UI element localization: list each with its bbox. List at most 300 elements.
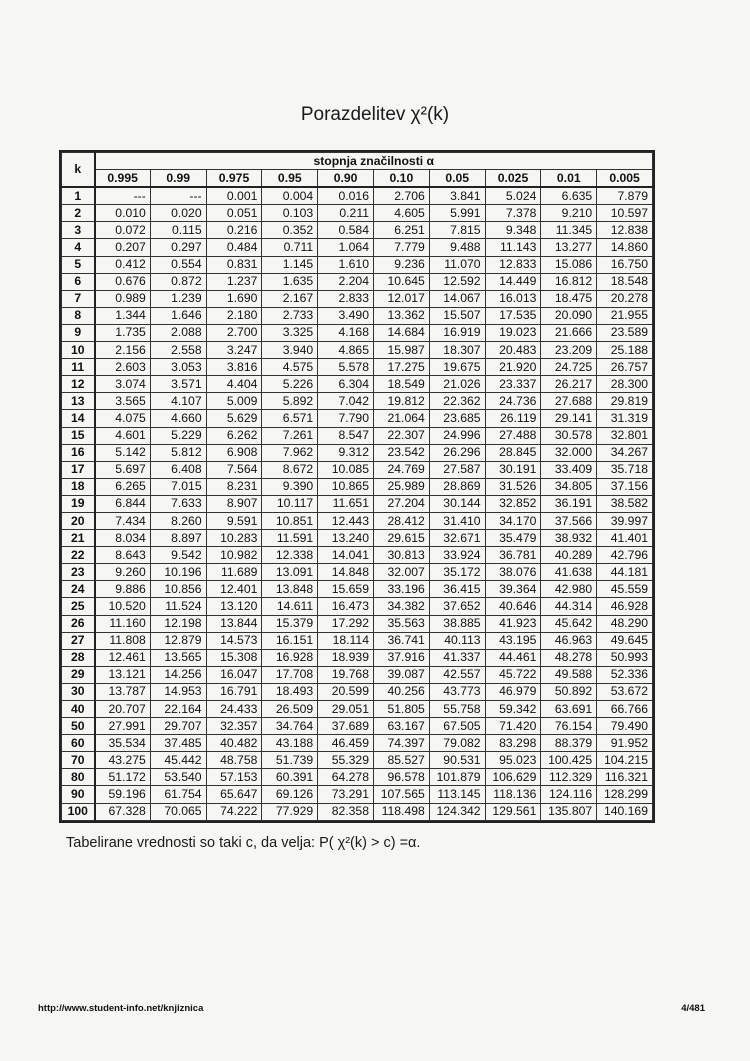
value-cell: 14.860 <box>597 239 653 256</box>
k-cell: 8 <box>62 307 95 324</box>
value-cell: 74.397 <box>373 735 429 752</box>
k-header: k <box>62 153 95 188</box>
value-cell: 26.509 <box>262 701 318 718</box>
value-cell: 43.188 <box>262 735 318 752</box>
value-cell: 0.412 <box>95 256 151 273</box>
value-cell: 4.605 <box>373 205 429 222</box>
value-cell: 112.329 <box>541 769 597 786</box>
value-cell: 1.064 <box>318 239 374 256</box>
value-cell: 13.787 <box>95 683 151 700</box>
value-cell: 15.086 <box>541 256 597 273</box>
value-cell: 40.646 <box>485 598 541 615</box>
value-cell: 5.812 <box>150 444 206 461</box>
value-cell: 100.425 <box>541 752 597 769</box>
value-cell: 3.053 <box>150 359 206 376</box>
value-cell: 28.300 <box>597 376 653 393</box>
value-cell: 33.409 <box>541 461 597 478</box>
value-cell: 17.708 <box>262 666 318 683</box>
value-cell: 0.001 <box>206 187 262 205</box>
value-cell: 4.075 <box>95 410 151 427</box>
value-cell: 0.216 <box>206 222 262 239</box>
value-cell: 18.114 <box>318 632 374 649</box>
table-row <box>62 718 653 735</box>
table-row <box>62 683 653 700</box>
value-cell: 10.856 <box>150 581 206 598</box>
value-cell: 22.164 <box>150 701 206 718</box>
table-row <box>62 649 653 666</box>
value-cell: 14.611 <box>262 598 318 615</box>
value-cell: 57.153 <box>206 769 262 786</box>
value-cell: 0.051 <box>206 205 262 222</box>
value-cell: 1.635 <box>262 273 318 290</box>
value-cell: 64.278 <box>318 769 374 786</box>
value-cell: 31.319 <box>597 410 653 427</box>
value-cell: 20.278 <box>597 290 653 307</box>
value-cell: 2.733 <box>262 307 318 324</box>
value-cell: 40.289 <box>541 547 597 564</box>
value-cell: 0.584 <box>318 222 374 239</box>
value-cell: 41.923 <box>485 615 541 632</box>
value-cell: 21.064 <box>373 410 429 427</box>
value-cell: 13.362 <box>373 307 429 324</box>
value-cell: 53.540 <box>150 769 206 786</box>
value-cell: 2.603 <box>95 359 151 376</box>
value-cell: 48.278 <box>541 649 597 666</box>
value-cell: 15.507 <box>429 307 485 324</box>
value-cell: 18.548 <box>597 273 653 290</box>
value-cell: 9.348 <box>485 222 541 239</box>
value-cell: 74.222 <box>206 803 262 820</box>
value-cell: 37.156 <box>597 478 653 495</box>
value-cell: 63.167 <box>373 718 429 735</box>
alpha-header-cell: 0.005 <box>597 170 653 188</box>
value-cell: 16.791 <box>206 683 262 700</box>
value-cell: 0.711 <box>262 239 318 256</box>
value-cell: 27.488 <box>485 427 541 444</box>
value-cell: 29.707 <box>150 718 206 735</box>
value-cell: 30.578 <box>541 427 597 444</box>
table-row <box>62 461 653 478</box>
value-cell: 7.779 <box>373 239 429 256</box>
k-cell: 6 <box>62 273 95 290</box>
k-cell: 25 <box>62 598 95 615</box>
value-cell: 42.796 <box>597 547 653 564</box>
value-cell: 16.473 <box>318 598 374 615</box>
value-cell: 4.865 <box>318 342 374 359</box>
value-cell: 41.337 <box>429 649 485 666</box>
k-cell: 7 <box>62 290 95 307</box>
value-cell: 9.542 <box>150 547 206 564</box>
value-cell: 11.651 <box>318 495 374 512</box>
value-cell: 7.790 <box>318 410 374 427</box>
value-cell: 7.378 <box>485 205 541 222</box>
value-cell: 4.660 <box>150 410 206 427</box>
value-cell: 5.892 <box>262 393 318 410</box>
value-cell: 2.706 <box>373 187 429 205</box>
value-cell: 28.869 <box>429 478 485 495</box>
k-cell: 28 <box>62 649 95 666</box>
value-cell: 50.892 <box>541 683 597 700</box>
value-cell: 7.879 <box>597 187 653 205</box>
value-cell: 32.801 <box>597 427 653 444</box>
value-cell: 31.526 <box>485 478 541 495</box>
value-cell: 11.143 <box>485 239 541 256</box>
value-cell: 9.390 <box>262 478 318 495</box>
table-row <box>62 547 653 564</box>
value-cell: 5.991 <box>429 205 485 222</box>
value-cell: 20.707 <box>95 701 151 718</box>
value-cell: 60.391 <box>262 769 318 786</box>
value-cell: 1.610 <box>318 256 374 273</box>
value-cell: 18.307 <box>429 342 485 359</box>
value-cell: 21.920 <box>485 359 541 376</box>
value-cell: 77.929 <box>262 803 318 820</box>
table-row <box>62 632 653 649</box>
value-cell: 3.565 <box>95 393 151 410</box>
k-cell: 30 <box>62 683 95 700</box>
k-cell: 50 <box>62 718 95 735</box>
value-cell: 70.065 <box>150 803 206 820</box>
value-cell: 13.240 <box>318 530 374 547</box>
value-cell: 35.534 <box>95 735 151 752</box>
value-cell: 0.989 <box>95 290 151 307</box>
table-row <box>62 495 653 512</box>
value-cell: 8.643 <box>95 547 151 564</box>
value-cell: 40.256 <box>373 683 429 700</box>
value-cell: 11.808 <box>95 632 151 649</box>
value-cell: 26.757 <box>597 359 653 376</box>
table-row <box>62 786 653 803</box>
value-cell: 104.215 <box>597 752 653 769</box>
value-cell: 128.299 <box>597 786 653 803</box>
value-cell: 14.449 <box>485 273 541 290</box>
value-cell: 29.615 <box>373 530 429 547</box>
value-cell: 24.433 <box>206 701 262 718</box>
value-cell: 33.196 <box>373 581 429 598</box>
value-cell: 8.672 <box>262 461 318 478</box>
value-cell: 4.601 <box>95 427 151 444</box>
value-cell: 0.352 <box>262 222 318 239</box>
value-cell: 0.831 <box>206 256 262 273</box>
group-header-row <box>62 153 653 170</box>
value-cell: 0.872 <box>150 273 206 290</box>
value-cell: 5.697 <box>95 461 151 478</box>
value-cell: 79.490 <box>597 718 653 735</box>
value-cell: 48.758 <box>206 752 262 769</box>
k-cell: 24 <box>62 581 95 598</box>
table-row <box>62 307 653 324</box>
value-cell: 140.169 <box>597 803 653 820</box>
value-cell: 44.461 <box>485 649 541 666</box>
significance-header: stopnja značilnosti α <box>95 153 653 170</box>
value-cell: 67.328 <box>95 803 151 820</box>
value-cell: 16.750 <box>597 256 653 273</box>
value-cell: 6.571 <box>262 410 318 427</box>
value-cell: 41.401 <box>597 530 653 547</box>
value-cell: 29.819 <box>597 393 653 410</box>
value-cell: 2.167 <box>262 290 318 307</box>
value-cell: 13.091 <box>262 564 318 581</box>
value-cell: 11.524 <box>150 598 206 615</box>
value-cell: 8.897 <box>150 530 206 547</box>
value-cell: 82.358 <box>318 803 374 820</box>
value-cell: 14.067 <box>429 290 485 307</box>
value-cell: 9.210 <box>541 205 597 222</box>
value-cell: 19.768 <box>318 666 374 683</box>
value-cell: 20.090 <box>541 307 597 324</box>
value-cell: 41.638 <box>541 564 597 581</box>
table-note: Tabelirane vrednosti so taki c, da velja: P( χ²(k) > c) =α. <box>66 835 421 851</box>
table-body <box>62 187 653 820</box>
value-cell: 36.415 <box>429 581 485 598</box>
value-cell: 101.879 <box>429 769 485 786</box>
value-cell: 14.256 <box>150 666 206 683</box>
value-cell: 12.198 <box>150 615 206 632</box>
chi-square-table <box>59 150 655 823</box>
k-cell: 16 <box>62 444 95 461</box>
value-cell: 6.251 <box>373 222 429 239</box>
table-row <box>62 187 653 205</box>
value-cell: 4.404 <box>206 376 262 393</box>
k-cell: 11 <box>62 359 95 376</box>
value-cell: 2.180 <box>206 307 262 324</box>
value-cell: 7.042 <box>318 393 374 410</box>
value-cell: 20.599 <box>318 683 374 700</box>
k-cell: 1 <box>62 187 95 205</box>
value-cell: 91.952 <box>597 735 653 752</box>
value-cell: 59.342 <box>485 701 541 718</box>
value-cell: 46.963 <box>541 632 597 649</box>
value-cell: 33.924 <box>429 547 485 564</box>
alpha-header-cell: 0.01 <box>541 170 597 188</box>
table-row <box>62 342 653 359</box>
value-cell: 38.885 <box>429 615 485 632</box>
value-cell: 45.442 <box>150 752 206 769</box>
value-cell: 116.321 <box>597 769 653 786</box>
value-cell: 6.265 <box>95 478 151 495</box>
table-row <box>62 581 653 598</box>
value-cell: 113.145 <box>429 786 485 803</box>
value-cell: 0.207 <box>95 239 151 256</box>
value-cell: 48.290 <box>597 615 653 632</box>
value-cell: 129.561 <box>485 803 541 820</box>
value-cell: 76.154 <box>541 718 597 735</box>
value-cell: 25.989 <box>373 478 429 495</box>
value-cell: 55.758 <box>429 701 485 718</box>
value-cell: 36.741 <box>373 632 429 649</box>
value-cell: 7.564 <box>206 461 262 478</box>
alpha-header-cell: 0.99 <box>150 170 206 188</box>
value-cell: 44.314 <box>541 598 597 615</box>
value-cell: 3.490 <box>318 307 374 324</box>
value-cell: 0.072 <box>95 222 151 239</box>
value-cell: 6.304 <box>318 376 374 393</box>
value-cell: 15.379 <box>262 615 318 632</box>
value-cell: 1.344 <box>95 307 151 324</box>
table-row <box>62 273 653 290</box>
value-cell: 39.087 <box>373 666 429 683</box>
k-cell: 18 <box>62 478 95 495</box>
value-cell: 16.812 <box>541 273 597 290</box>
value-cell: 66.766 <box>597 701 653 718</box>
value-cell: 34.805 <box>541 478 597 495</box>
value-cell: 11.689 <box>206 564 262 581</box>
value-cell: 27.204 <box>373 495 429 512</box>
value-cell: 30.191 <box>485 461 541 478</box>
table-row <box>62 530 653 547</box>
value-cell: 8.907 <box>206 495 262 512</box>
value-cell: 79.082 <box>429 735 485 752</box>
value-cell: 45.642 <box>541 615 597 632</box>
k-cell: 70 <box>62 752 95 769</box>
alpha-header-cell: 0.05 <box>429 170 485 188</box>
value-cell: 53.672 <box>597 683 653 700</box>
value-cell: 37.566 <box>541 512 597 529</box>
value-cell: 3.325 <box>262 324 318 341</box>
value-cell: 27.688 <box>541 393 597 410</box>
value-cell: 5.629 <box>206 410 262 427</box>
table-row <box>62 205 653 222</box>
value-cell: 16.928 <box>262 649 318 666</box>
value-cell: 83.298 <box>485 735 541 752</box>
value-cell: 3.247 <box>206 342 262 359</box>
value-cell: 9.236 <box>373 256 429 273</box>
value-cell: 7.962 <box>262 444 318 461</box>
value-cell: 0.484 <box>206 239 262 256</box>
table-row <box>62 427 653 444</box>
table-row <box>62 666 653 683</box>
value-cell: 45.559 <box>597 581 653 598</box>
value-cell: 3.074 <box>95 376 151 393</box>
value-cell: 3.816 <box>206 359 262 376</box>
k-cell: 40 <box>62 701 95 718</box>
value-cell: 24.725 <box>541 359 597 376</box>
table-row <box>62 410 653 427</box>
footer-url: http://www.student-info.net/knjiznica <box>38 1003 204 1014</box>
alpha-header-cell: 0.90 <box>318 170 374 188</box>
value-cell: 63.691 <box>541 701 597 718</box>
value-cell: 7.015 <box>150 478 206 495</box>
value-cell: 12.443 <box>318 512 374 529</box>
value-cell: 14.684 <box>373 324 429 341</box>
value-cell: 11.160 <box>95 615 151 632</box>
value-cell: 118.498 <box>373 803 429 820</box>
value-cell: 96.578 <box>373 769 429 786</box>
value-cell: 39.364 <box>485 581 541 598</box>
value-cell: 31.410 <box>429 512 485 529</box>
table-row <box>62 290 653 307</box>
value-cell: 12.592 <box>429 273 485 290</box>
k-cell: 21 <box>62 530 95 547</box>
value-cell: 17.292 <box>318 615 374 632</box>
value-cell: 13.120 <box>206 598 262 615</box>
value-cell: 124.342 <box>429 803 485 820</box>
alpha-header-cell: 0.975 <box>206 170 262 188</box>
value-cell: 43.773 <box>429 683 485 700</box>
value-cell: 44.181 <box>597 564 653 581</box>
value-cell: 4.107 <box>150 393 206 410</box>
value-cell: 1.145 <box>262 256 318 273</box>
value-cell: 23.337 <box>485 376 541 393</box>
value-cell: 49.645 <box>597 632 653 649</box>
value-cell: 10.283 <box>206 530 262 547</box>
value-cell: 43.275 <box>95 752 151 769</box>
value-cell: 11.345 <box>541 222 597 239</box>
k-cell: 100 <box>62 803 95 820</box>
k-cell: 17 <box>62 461 95 478</box>
value-cell: 16.151 <box>262 632 318 649</box>
value-cell: 13.277 <box>541 239 597 256</box>
value-cell: 29.141 <box>541 410 597 427</box>
value-cell: 49.588 <box>541 666 597 683</box>
value-cell: 5.578 <box>318 359 374 376</box>
value-cell: 19.812 <box>373 393 429 410</box>
value-cell: 7.633 <box>150 495 206 512</box>
value-cell: 0.676 <box>95 273 151 290</box>
value-cell: 10.520 <box>95 598 151 615</box>
value-cell: 23.542 <box>373 444 429 461</box>
value-cell: 50.993 <box>597 649 653 666</box>
value-cell: 13.844 <box>206 615 262 632</box>
value-cell: 10.865 <box>318 478 374 495</box>
value-cell: 6.908 <box>206 444 262 461</box>
value-cell: 30.813 <box>373 547 429 564</box>
value-cell: 18.493 <box>262 683 318 700</box>
table-row <box>62 564 653 581</box>
value-cell: 52.336 <box>597 666 653 683</box>
value-cell: 27.587 <box>429 461 485 478</box>
k-cell: 14 <box>62 410 95 427</box>
value-cell: 10.117 <box>262 495 318 512</box>
value-cell: 9.488 <box>429 239 485 256</box>
value-cell: 7.434 <box>95 512 151 529</box>
value-cell: 51.739 <box>262 752 318 769</box>
value-cell: 39.997 <box>597 512 653 529</box>
value-cell: 6.844 <box>95 495 151 512</box>
value-cell: 17.535 <box>485 307 541 324</box>
value-cell: 67.505 <box>429 718 485 735</box>
value-cell: 15.308 <box>206 649 262 666</box>
value-cell: 5.226 <box>262 376 318 393</box>
value-cell: 2.088 <box>150 324 206 341</box>
k-cell: 22 <box>62 547 95 564</box>
value-cell: 13.565 <box>150 649 206 666</box>
value-cell: 38.582 <box>597 495 653 512</box>
value-cell: 27.991 <box>95 718 151 735</box>
value-cell: 1.237 <box>206 273 262 290</box>
value-cell: 14.848 <box>318 564 374 581</box>
value-cell: 40.113 <box>429 632 485 649</box>
table-row <box>62 803 653 820</box>
table-row <box>62 324 653 341</box>
value-cell: 124.116 <box>541 786 597 803</box>
value-cell: 65.647 <box>206 786 262 803</box>
value-cell: 36.781 <box>485 547 541 564</box>
table-row <box>62 393 653 410</box>
page-number: 4/481 <box>681 1003 705 1014</box>
value-cell: 5.142 <box>95 444 151 461</box>
value-cell: 95.023 <box>485 752 541 769</box>
table-row <box>62 256 653 273</box>
value-cell: 9.260 <box>95 564 151 581</box>
value-cell: 15.987 <box>373 342 429 359</box>
k-cell: 23 <box>62 564 95 581</box>
value-cell: 14.573 <box>206 632 262 649</box>
k-cell: 12 <box>62 376 95 393</box>
page-title: Porazdelitev χ²(k) <box>300 104 450 125</box>
value-cell: 4.168 <box>318 324 374 341</box>
value-cell: 90.531 <box>429 752 485 769</box>
